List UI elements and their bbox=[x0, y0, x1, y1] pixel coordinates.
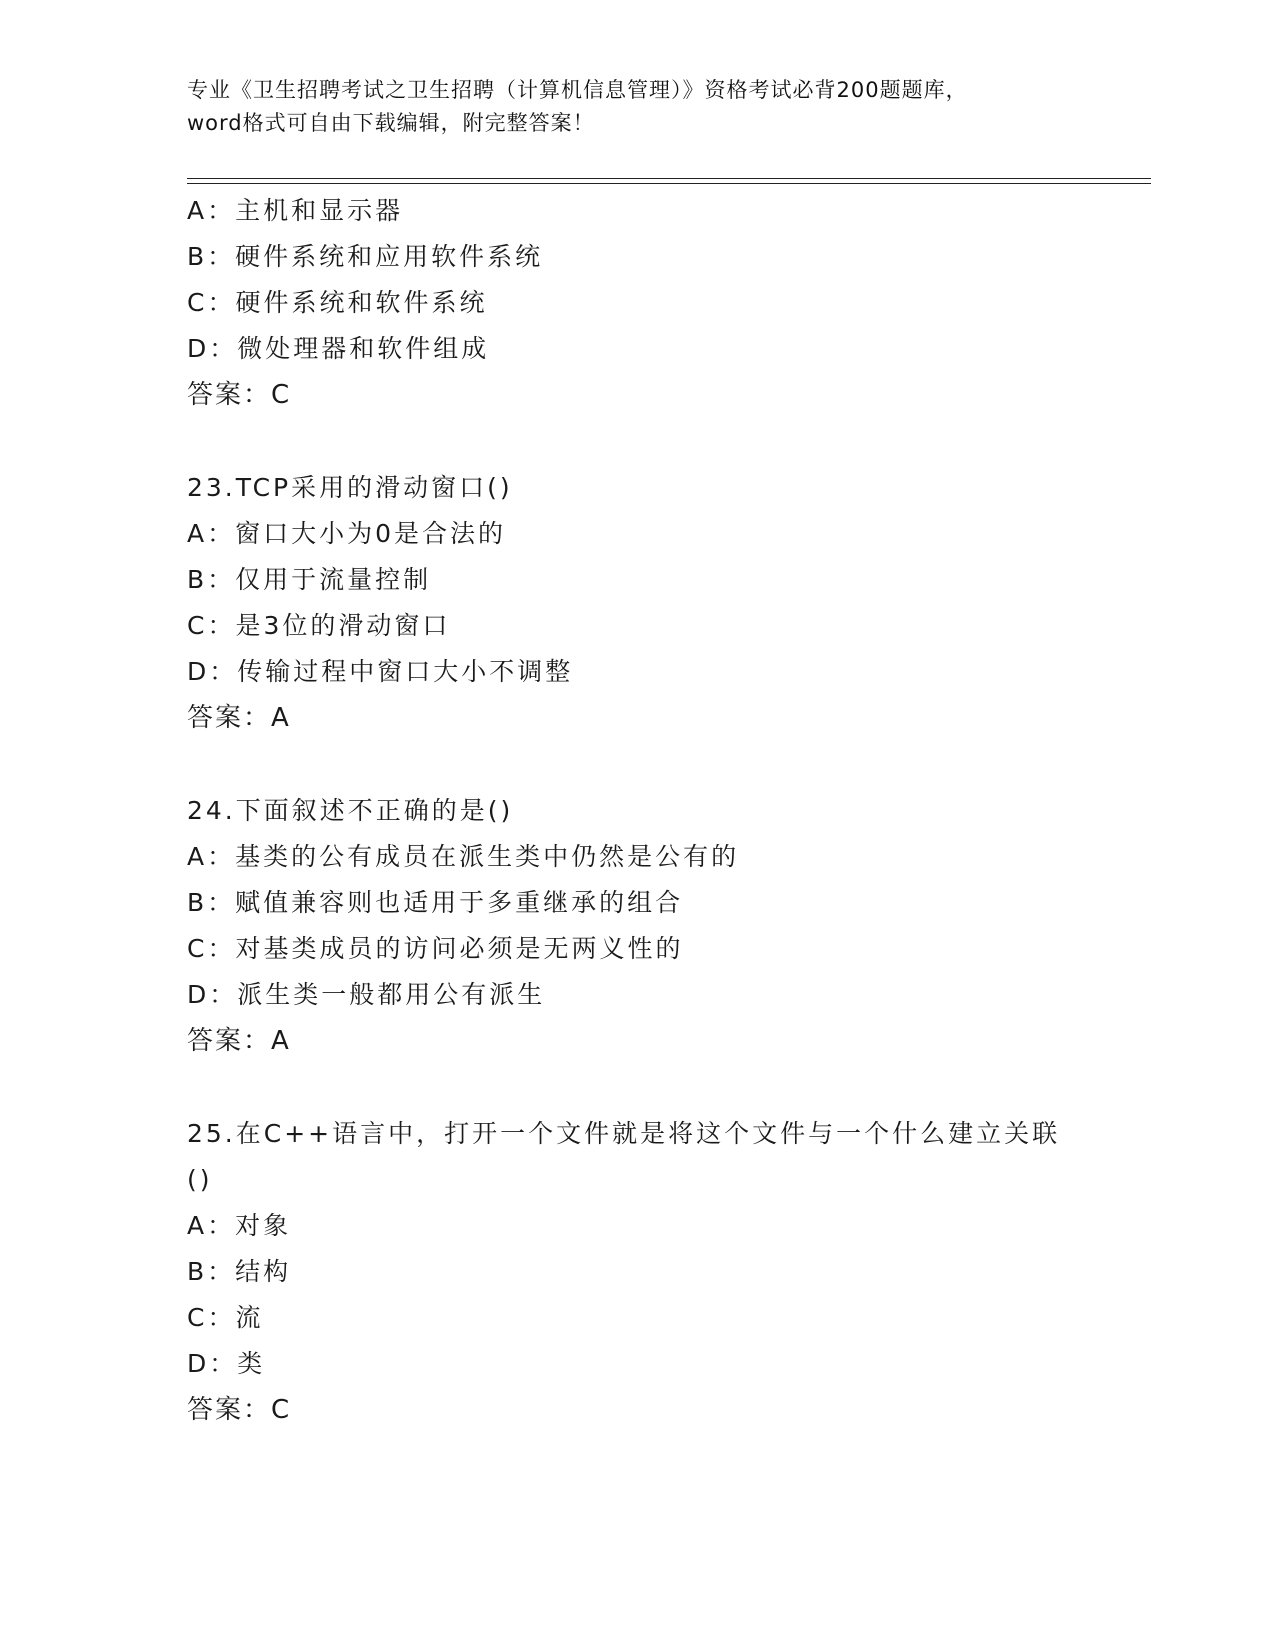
option-d: D：微处理器和软件组成 bbox=[187, 334, 490, 363]
option-d: D：类 bbox=[187, 1349, 266, 1378]
option-b: B：结构 bbox=[187, 1257, 292, 1286]
header-divider-bottom bbox=[187, 183, 1151, 184]
answer: 答案：A bbox=[187, 1026, 291, 1056]
header-divider-top bbox=[187, 178, 1151, 179]
question-22 bbox=[187, 188, 1087, 419]
question-24 bbox=[187, 788, 1087, 1065]
option-c: C：是3位的滑动窗口 bbox=[187, 611, 451, 640]
answer: 答案：C bbox=[187, 1395, 292, 1425]
option-a: A：窗口大小为0是合法的 bbox=[187, 519, 507, 548]
header-line-1: 专业《卫生招聘考试之卫生招聘（计算机信息管理）》资格考试必背200题题库， bbox=[187, 78, 968, 102]
option-c: C：硬件系统和软件系统 bbox=[187, 288, 488, 317]
option-a: A：基类的公有成员在派生类中仍然是公有的 bbox=[187, 842, 740, 871]
option-b: B：赋值兼容则也适用于多重继承的组合 bbox=[187, 888, 684, 917]
question-25 bbox=[187, 1111, 1087, 1434]
option-d: D：派生类一般都用公有派生 bbox=[187, 980, 546, 1009]
option-d: D：传输过程中窗口大小不调整 bbox=[187, 657, 574, 686]
question-list bbox=[187, 188, 1087, 1434]
option-c: C：对基类成员的访问必须是无两义性的 bbox=[187, 934, 684, 963]
header-line-2: word格式可自由下载编辑，附完整答案！ bbox=[187, 111, 595, 135]
option-b: B：仅用于流量控制 bbox=[187, 565, 432, 594]
document-header bbox=[187, 74, 1087, 140]
question-stem-line-2: () bbox=[187, 1165, 213, 1194]
question-stem-line-1: 25.在C++语言中，打开一个文件就是将这个文件与一个什么建立关联 bbox=[187, 1119, 1061, 1148]
question-stem: 23.TCP采用的滑动窗口() bbox=[187, 473, 513, 502]
option-c: C：流 bbox=[187, 1303, 264, 1332]
answer: 答案：C bbox=[187, 380, 292, 410]
question-stem: 24.下面叙述不正确的是() bbox=[187, 796, 514, 825]
option-b: B：硬件系统和应用软件系统 bbox=[187, 242, 544, 271]
spacer bbox=[187, 1065, 1087, 1111]
option-a: A：主机和显示器 bbox=[187, 196, 404, 225]
option-a: A：对象 bbox=[187, 1211, 292, 1240]
spacer bbox=[187, 742, 1087, 788]
answer: 答案：A bbox=[187, 703, 291, 733]
question-23 bbox=[187, 465, 1087, 742]
spacer bbox=[187, 419, 1087, 465]
